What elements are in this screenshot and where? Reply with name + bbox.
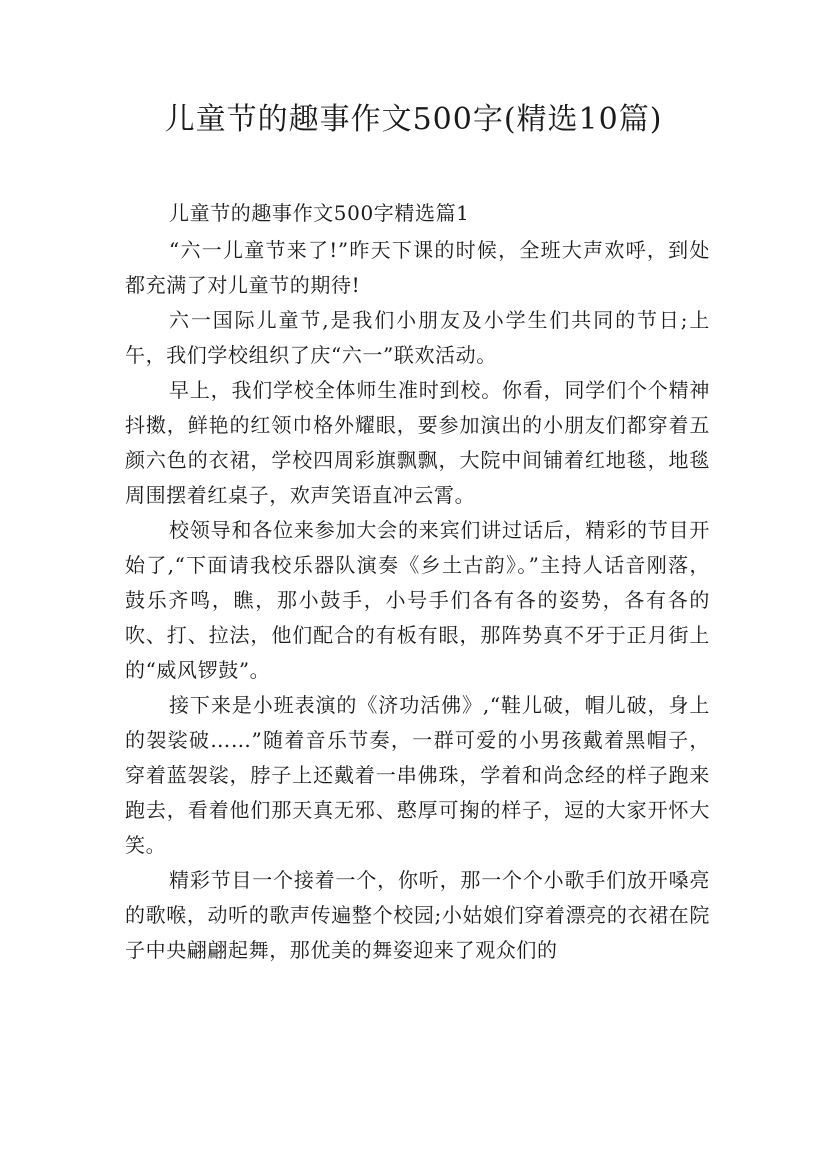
section-heading: 儿童节的趣事作文500字精选篇1 xyxy=(169,201,470,225)
paragraph-5: 接下来是小班表演的《济功活佛》,“鞋儿破，帽儿破，身上的袈裟破……”随着音乐节奏，一群可爱的小男孩戴着黑帽子，穿着蓝袈裟，脖子上还戴着一串佛珠，学着和尚念经的样子跑来跑去，看着他们那天真无邪、憨厚可掬的样子，逗的大家开怀大笑。 xyxy=(125,693,710,857)
paragraph-2: 六一国际儿童节,是我们小朋友及小学生们共同的节日;上午，我们学校组织了庆“六一”联欢活动。 xyxy=(125,308,710,367)
paragraph-1: “六一儿童节来了!”昨天下课的时候，全班大声欢呼，到处都充满了对儿童节的期待! xyxy=(125,238,710,297)
paragraph-6: 精彩节目一个接着一个，你听，那一个个小歌手们放开嗓亮的歌喉，动听的歌声传遍整个校园;小姑娘们穿着漂亮的衣裙在院子中央翩翩起舞，那优美的舞姿迎来了观众们的 xyxy=(125,868,710,962)
paragraph-4: 校领导和各位来参加大会的来宾们讲过话后，精彩的节目开始了,“下面请我校乐器队演奏《乡土古韵》。”主持人话音刚落，鼓乐齐鸣，瞧，那小鼓手，小号手们各有各的姿势，各有各的吹、打、拉法，他们配合的有板有眼，那阵势真不牙于正月街上的“威风锣鼓”。 xyxy=(125,518,710,682)
paragraph-3: 早上，我们学校全体师生准时到校。你看，同学们个个精神抖擞，鲜艳的红领巾格外耀眼，要参加演出的小朋友们都穿着五颜六色的衣裙，学校四周彩旗飘飘，大院中间铺着红地毯，地毯周围摆着红桌子，欢声笑语直冲云霄。 xyxy=(125,378,710,507)
document-title: 儿童节的趣事作文500字(精选10篇) xyxy=(164,102,663,137)
document-body xyxy=(125,196,710,968)
